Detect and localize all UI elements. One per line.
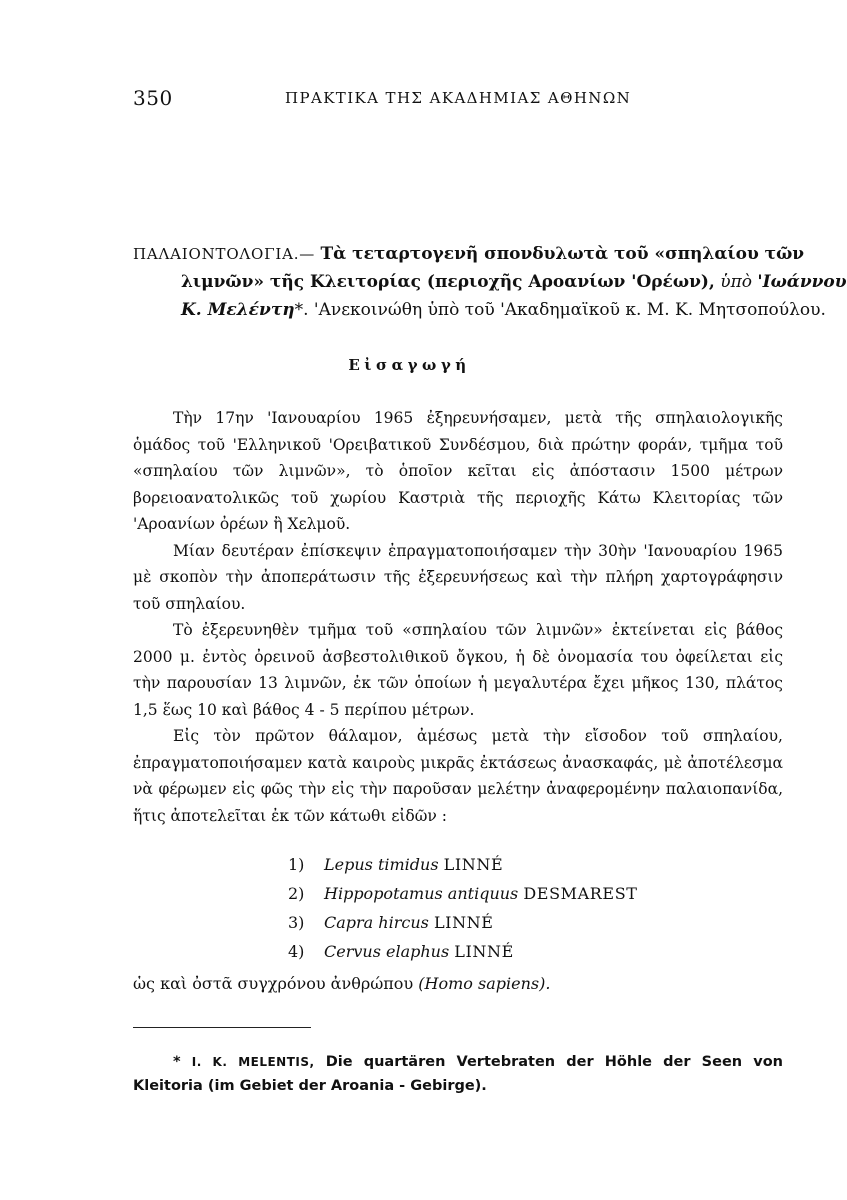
title-text-part-1: Τὰ τεταρτογενῆ σπονδυλωτὰ τοῦ «σπηλαίου τῶν — [320, 244, 805, 264]
title-text-part-2: λιμνῶν» τῆς Κλειτορίας (περιοχῆς Αροανίων 'Ορέων), — [181, 272, 715, 292]
subject-label: ΠΑΛΑΙΟΝΤΟΛΟΓΙΑ.— — [133, 245, 316, 263]
list-number: 1) — [288, 855, 305, 874]
list-number: 3) — [288, 913, 305, 932]
list-item — [288, 937, 738, 966]
section-heading: Εἰσαγωγή — [348, 356, 471, 374]
by-label: ὑπὸ — [720, 272, 752, 292]
footnote-marker: * — [173, 1054, 181, 1070]
article-body — [133, 405, 783, 829]
species-list — [288, 850, 738, 966]
footnote-text: Die quartären Vertebraten der Höhle der Seen von Kleitoria (im Gebiet der Aroania - Gebirge). — [133, 1054, 783, 1094]
paragraph: Τὴν 17ην 'Ιανουαρίου 1965 ἐξηρευνήσαμεν, μετὰ τῆς σπηλαιολογικῆς ὁμάδος τοῦ 'Ελληνικοῦ 'Ορειβατικοῦ Συνδέσμου, διὰ πρώτην φοράν, τμῆμα τοῦ «σπηλαίου τῶν λιμνῶν», τὸ ὁποῖον κεῖται εἰς ἀπόστασιν 1500 μέτρων βορειοανατολικῶς τοῦ χωρίου Καστριὰ τῆς περιοχῆς Κάτω Κλειτορίας τῶν 'Αροανίων ὀρέων ἢ Χελμοῦ. — [133, 409, 783, 533]
title-line-3 — [133, 296, 826, 324]
author-last-name: Κ. Μελέντη — [181, 300, 295, 320]
page-number: 350 — [133, 86, 173, 110]
footnote-paragraph — [133, 1050, 783, 1098]
footnote-divider — [133, 1027, 311, 1028]
paragraph: Μίαν δευτέραν ἐπίσκεψιν ἐπραγματοποιήσαμεν τὴν 30ὴν 'Ιανουαρίου 1965 μὲ σκοπὸν τὴν ἀποπεράτωσιν τῆς ἐξερευνήσεως καὶ τὴν πλήρη χαρτογράφησιν τοῦ σπηλαίου. — [133, 541, 783, 613]
list-item — [288, 908, 738, 937]
page-header — [133, 86, 773, 112]
list-item — [288, 850, 738, 879]
title-line-2 — [133, 268, 847, 296]
footnote-author: I. K. MELENTIS, — [191, 1055, 315, 1069]
footnote — [133, 1050, 783, 1098]
communication-note: *. 'Ανεκοινώθη ὑπὸ τοῦ 'Ακαδημαϊκοῦ κ. Μ. Κ. Μητσοπούλου. — [294, 300, 826, 320]
running-title: ΠΡΑΚΤΙΚΑ ΤΗΣ ΑΚΑΔΗΜΙΑΣ ΑΘΗΝΩΝ — [285, 89, 632, 107]
paragraph: Τὸ ἐξερευνηθὲν τμῆμα τοῦ «σπηλαίου τῶν λιμνῶν» ἐκτείνεται εἰς βάθος 2000 μ. ἐντὸς ὀρεινοῦ ἀσβεστολιθικοῦ ὄγκου, ἡ δὲ ὀνομασία του ὀφείλεται εἰς τὴν παρουσίαν 13 λιμνῶν, ἐκ τῶν ὁποίων ἡ μεγαλυτέρα ἔχει μῆκος 130, πλάτος 1,5 ἕως 10 καὶ βάθος 4 - 5 περίπου μέτρων. — [133, 621, 783, 719]
list-number: 4) — [288, 942, 305, 961]
species-name: Cervus elaphus — [324, 942, 450, 961]
species-name: Hippopotamus antiquus — [324, 884, 519, 903]
species-author: DESMAREST — [523, 884, 638, 903]
closing-line — [133, 971, 783, 997]
species-author: LINNÉ — [443, 855, 504, 874]
closing-text: ὡς καὶ ὀστᾶ συγχρόνου ἀνθρώπου — [133, 974, 414, 993]
closing-species: (Homo sapiens). — [418, 974, 551, 993]
author-first-name: 'Ιωάννου — [757, 272, 847, 292]
species-name: Lepus timidus — [324, 855, 439, 874]
paragraph: Εἰς τὸν πρῶτον θάλαμον, ἀμέσως μετὰ τὴν εἴσοδον τοῦ σπηλαίου, ἐπραγματοποιήσαμεν κατὰ καιροὺς μικρᾶς ἐκτάσεως ἀνασκαφάς, μὲ ἀποτέλεσμα νὰ φέρωμεν εἰς φῶς τὴν εἰς τὴν παροῦσαν μελέτην ἀναφερομένην παλαιοπανίδα, ἥτις ἀποτελεῖται ἐκ τῶν κάτωθι εἰδῶν : — [133, 727, 783, 825]
title-line-1 — [133, 240, 805, 268]
article-title — [133, 240, 847, 324]
list-item — [288, 879, 738, 908]
list-number: 2) — [288, 884, 305, 903]
species-author: LINNÉ — [454, 942, 514, 961]
species-name: Capra hircus — [324, 913, 429, 932]
species-author: LINNÉ — [433, 913, 494, 932]
